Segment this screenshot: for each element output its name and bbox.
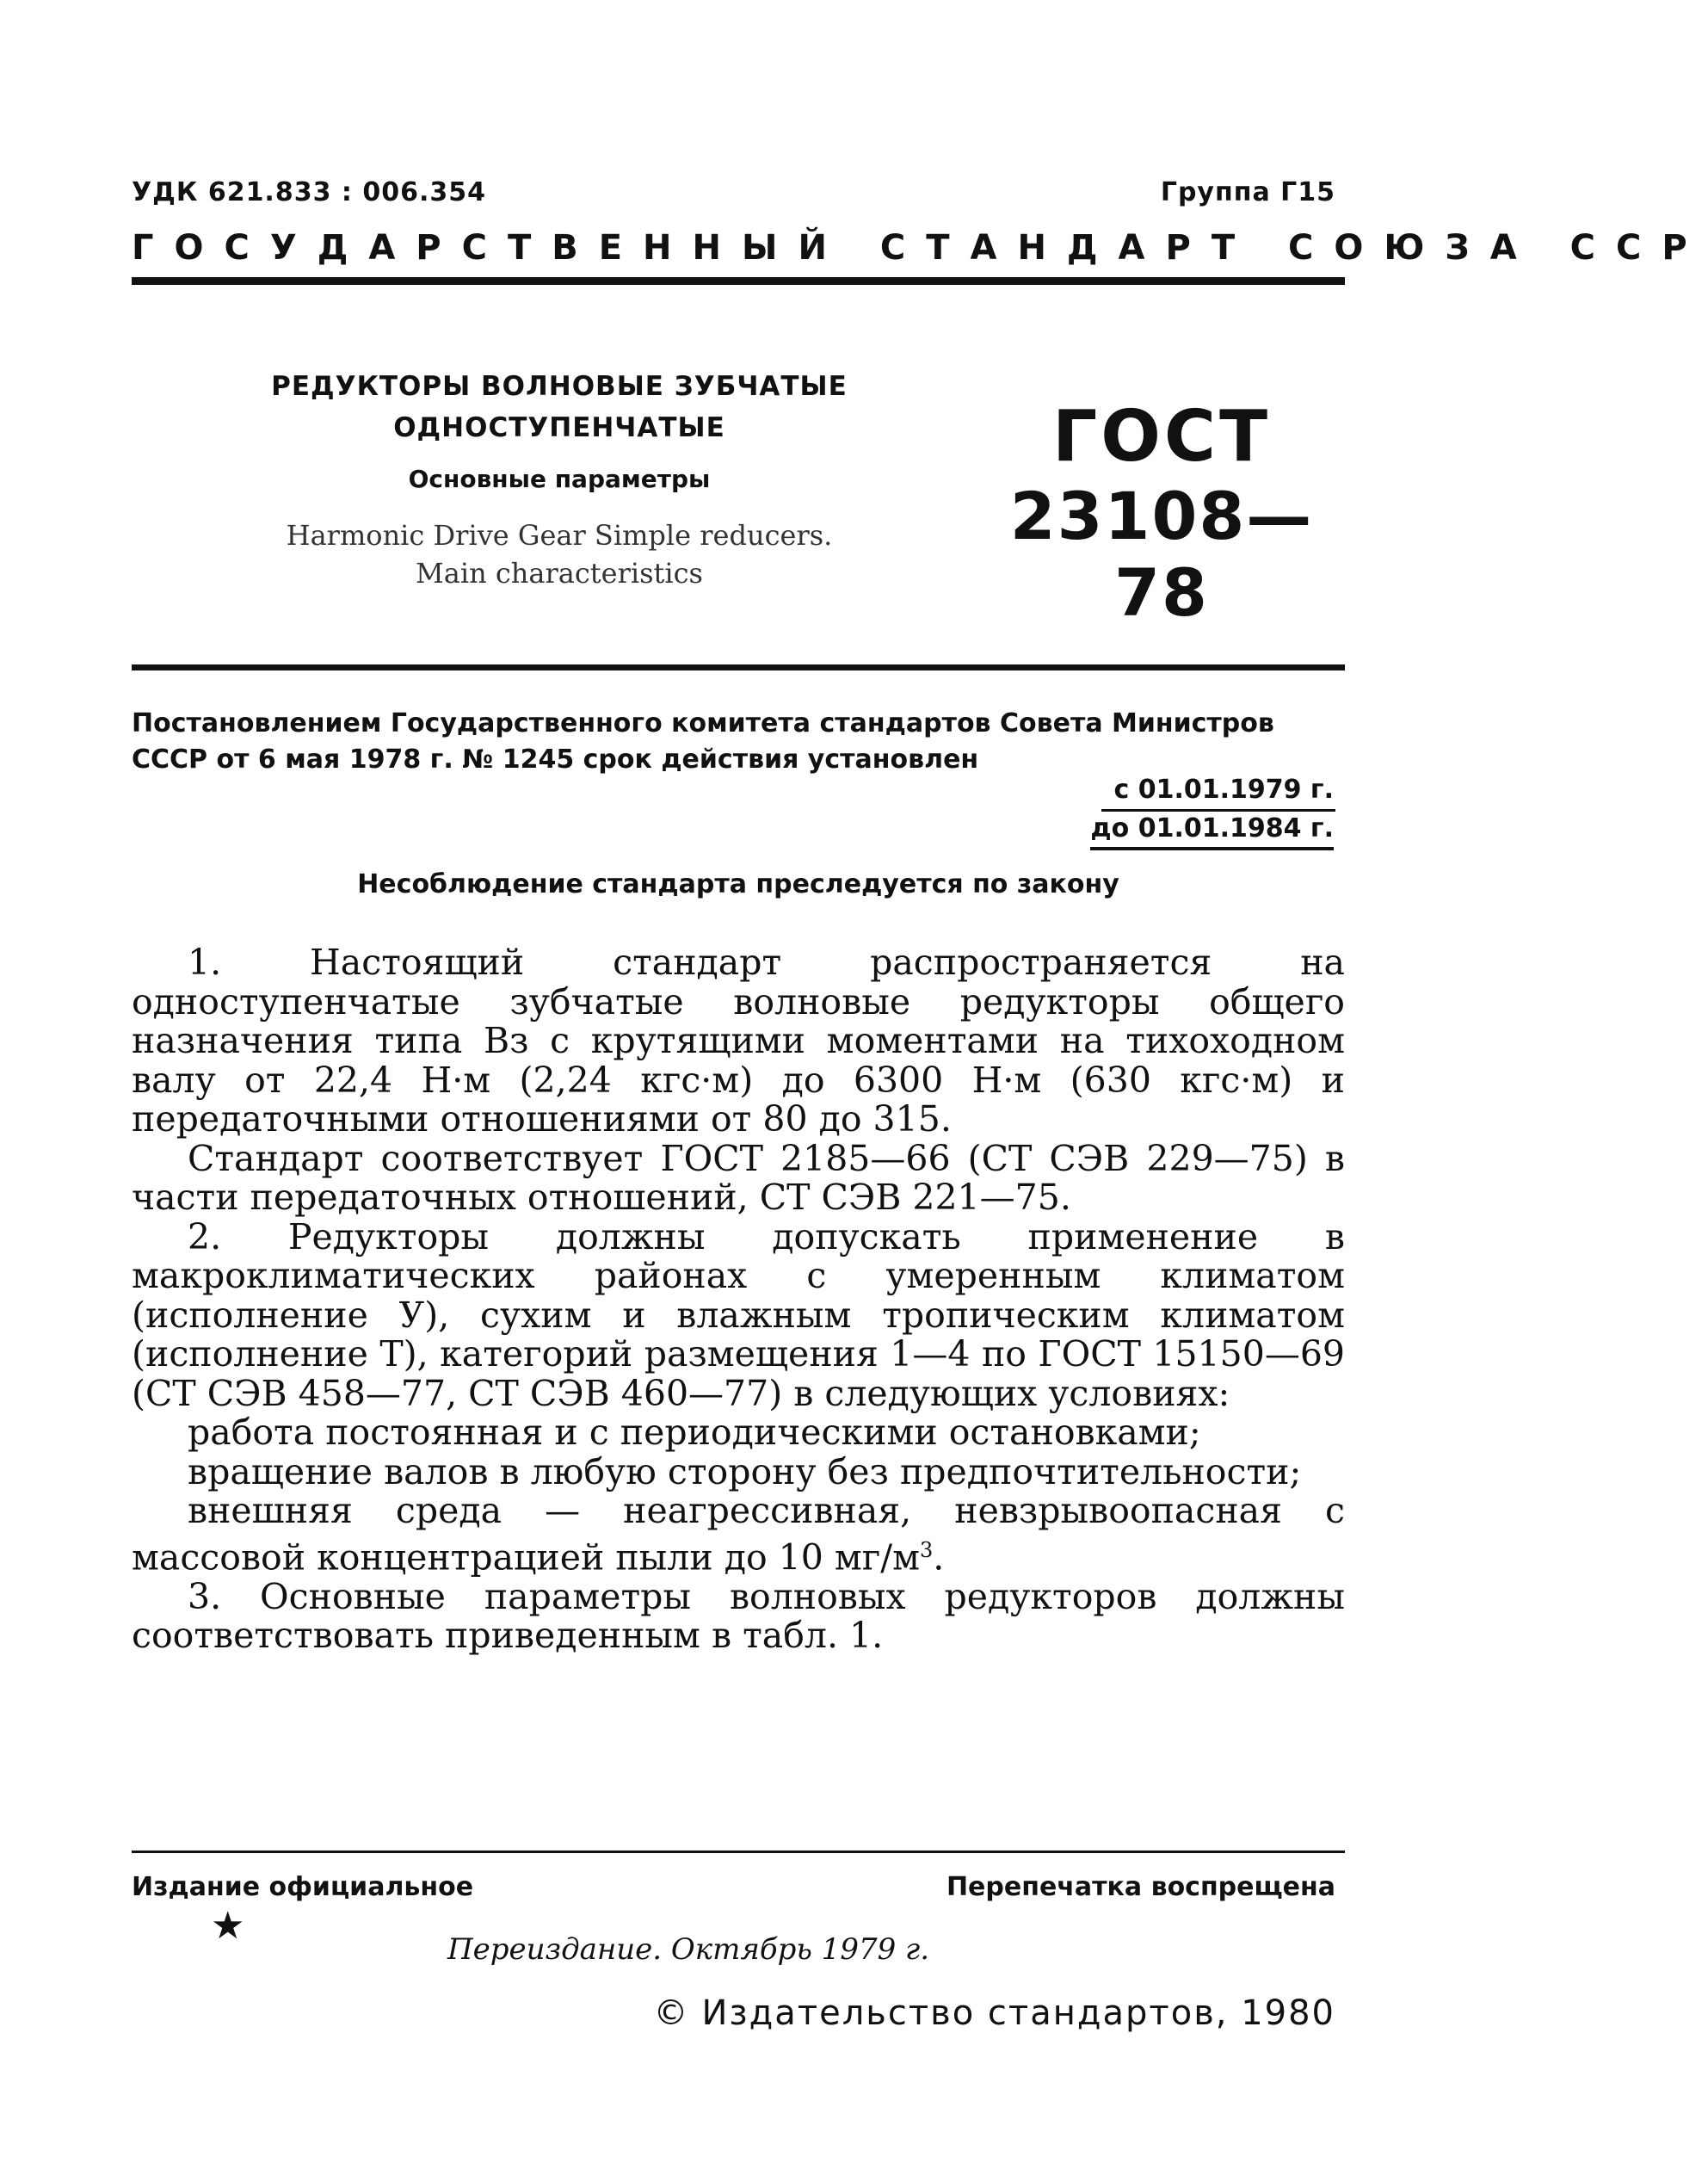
violation-notice: Несоблюдение стандарта преследуется по закону: [357, 869, 1119, 899]
gost-label: ГОСТ: [1051, 396, 1272, 478]
publisher-name: Издательство стандартов, 1980: [701, 1993, 1335, 2033]
group-code: Группа Г15: [1160, 177, 1335, 207]
reissue-note: Переиздание. Октябрь 1979 г.: [447, 1932, 930, 1967]
star-icon: ★: [211, 1904, 245, 1948]
paragraph-1: 1. Настоящий стандарт распространяется на одноступенчатые зубчатые волновые редукторы общего назначения типа Вз с крутящими моментами на тихоходном валу от 22,4 Н·м (2,24 кгс·м) до 6300 Н·м (630 кгс·м) и передаточными отношениями от 80 до 315.: [132, 942, 1345, 1140]
document-title: [258, 366, 860, 448]
condition-1: работа постоянная и с периодическими остановками;: [188, 1412, 1201, 1453]
state-standard-heading: ГОСУДАРСТВЕННЫЙ СТАНДАРТ СОЮЗА ССР: [132, 228, 1708, 268]
publisher-line: [653, 1993, 1335, 2033]
condition-3: [132, 1492, 1345, 1578]
paragraph-2: Стандарт соответствует ГОСТ 2185—66 (СТ СЭВ 229—75) в части передаточных отношений, СТ СЭВ 221—75.: [132, 1137, 1345, 1218]
english-title-line-1: Harmonic Drive Gear Simple reducers.: [286, 519, 833, 552]
title-rule: [132, 664, 1345, 670]
header-rule: [132, 277, 1345, 285]
reprint-prohibited-label: Перепечатка воспрещена: [946, 1872, 1335, 1902]
body-text: [132, 943, 1345, 1656]
official-edition-label: Издание официальное: [132, 1872, 474, 1902]
decree-text: Постановлением Государственного комитета стандартов Совета Министров СССР от 6 мая 1978 г. № 1245 срок действия установлен: [132, 708, 1274, 775]
superscript-cubed: 3: [919, 1537, 934, 1562]
english-title-line-2: Main characteristics: [416, 557, 703, 590]
udk-code: УДК 621.833 : 006.354: [132, 177, 486, 207]
condition-3-text: внешняя среда — неагрессивная, невзрывоопасная с массовой концентрацией пыли до 10 мг/м: [132, 1490, 1345, 1579]
copyright-icon: ©: [653, 1993, 690, 2033]
date-divider: [1101, 809, 1335, 812]
effective-from-date: с 01.01.1979 г.: [1113, 775, 1334, 805]
effective-to-date: до 01.01.1984 г.: [1090, 813, 1334, 850]
title-line-2: ОДНОСТУПЕНЧАТЫЕ: [393, 412, 725, 443]
condition-2: вращение валов в любую сторону без предпочтительности;: [188, 1450, 1302, 1492]
footer-rule: [132, 1851, 1345, 1853]
english-title: [241, 516, 878, 592]
document-subtitle: Основные параметры: [408, 465, 711, 493]
title-line-1: РЕДУКТОРЫ ВОЛНОВЫЕ ЗУБЧАТЫЕ: [271, 371, 848, 402]
condition-3-end: .: [933, 1536, 945, 1579]
gost-number: 23108—78: [1009, 478, 1314, 631]
paragraph-3: 2. Редукторы должны допускать применение в макроклиматических районах с умеренным климатом (исполнение У), сухим и влажным тропическим климатом (исполнение Т), категорий размещения 1—4 по ГОСТ 15150—69 (СТ СЭВ 458—77, СТ СЭВ 460—77) в следующих условиях:: [132, 1215, 1345, 1414]
paragraph-3-main-parameters: 3. Основные параметры волновых редукторов должны соответствовать приведенным в табл. 1.: [132, 1575, 1345, 1657]
